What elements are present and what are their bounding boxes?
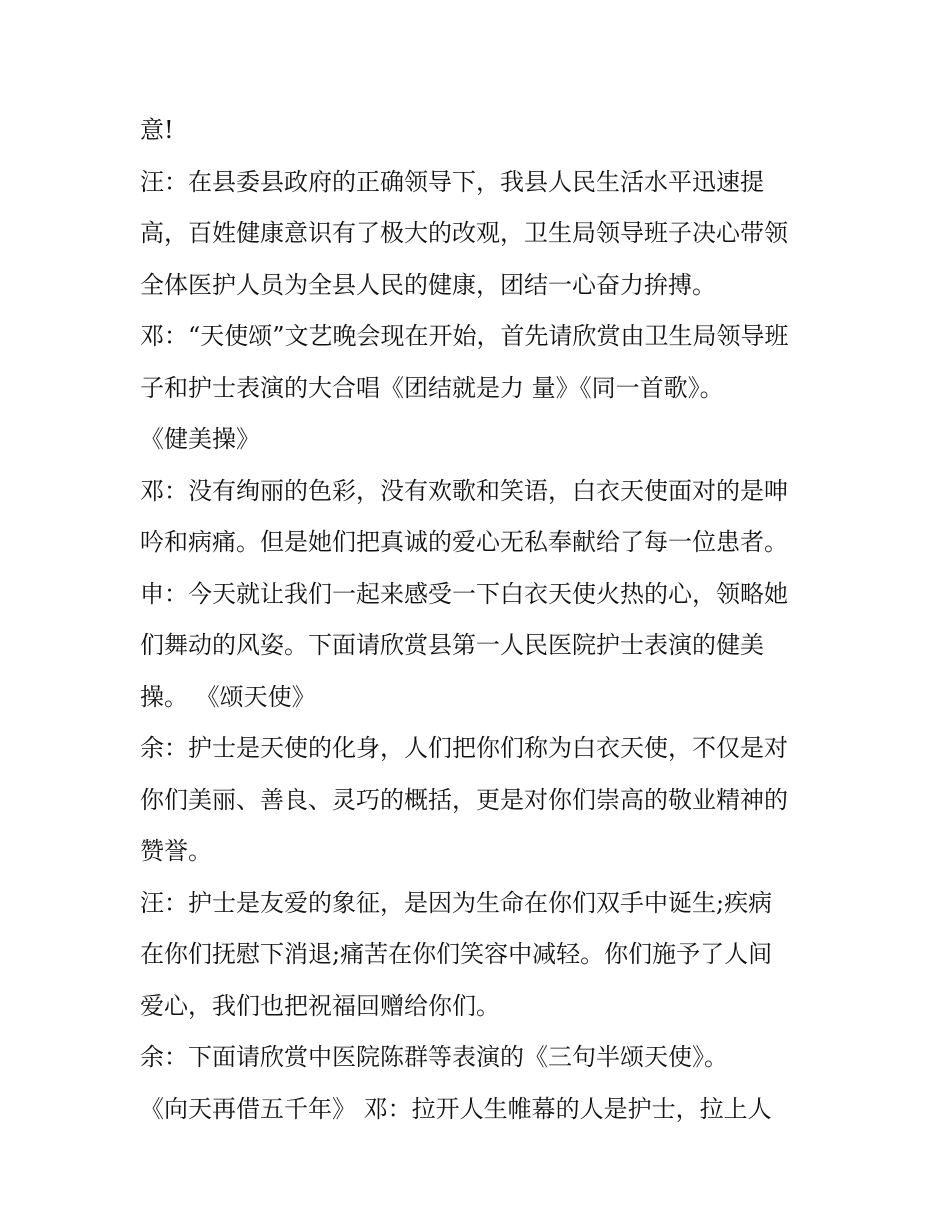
text-line: 你们美丽、善良、灵巧的概括，更是对你们崇高的敬业精神的 — [140, 785, 788, 814]
text-line: 子和护士表演的大合唱《团结就是力 量》《同一首歌》。 — [140, 373, 724, 402]
text-line: 余：下面请欣赏中医院陈群等表演的《三句半颂天使》。 — [140, 1043, 728, 1071]
document-body — [140, 105, 830, 1135]
text-line: 邓：没有绚丽的色彩，没有欢歌和笑语，白衣天使面对的是呻 — [140, 476, 788, 505]
text-line: 高，百姓健康意识有了极大的改观，卫生局领导班子决心带领 — [140, 219, 788, 247]
text-line: 爱心，我们也把祝福回赠给你们。 — [140, 991, 500, 1020]
text-line: 《健美操》 — [140, 425, 260, 453]
text-line: 邓：“天使颂”文艺晚会现在开始，首先请欣赏由卫生局领导班 — [140, 322, 789, 350]
text-line: 汪：在县委县政府的正确领导下，我县人民生活水平迅速提 — [140, 167, 764, 196]
text-line: 吟和病痛。但是她们把真诚的爱心无私奉献给了每一位患者。 — [140, 528, 788, 556]
text-line: 意! — [140, 116, 174, 144]
text-line: 在你们抚慰下消退;痛苦在你们笑容中减轻。你们施予了人间 — [140, 940, 773, 968]
text-line: 汪：护士是友爱的象征，是因为生命在你们双手中诞生;疾病 — [140, 888, 773, 917]
text-line: 《向天再借五千年》 邓：拉开人生帷幕的人是护士，拉上人 — [140, 1094, 772, 1123]
text-line: 操。 《颂天使》 — [140, 682, 316, 711]
text-line: 们舞动的风姿。下面请欣赏县第一人民医院护士表演的健美 — [140, 631, 764, 659]
text-line: 全体医护人员为全县人民的健康，团结一心奋力拚搏。 — [140, 270, 716, 299]
text-line: 余：护士是天使的化身，人们把你们称为白衣天使，不仅是对 — [140, 734, 788, 762]
text-line: 赞誉。 — [140, 837, 212, 865]
text-line: 申：今天就让我们一起来感受一下白衣天使火热的心，领略她 — [140, 579, 788, 608]
